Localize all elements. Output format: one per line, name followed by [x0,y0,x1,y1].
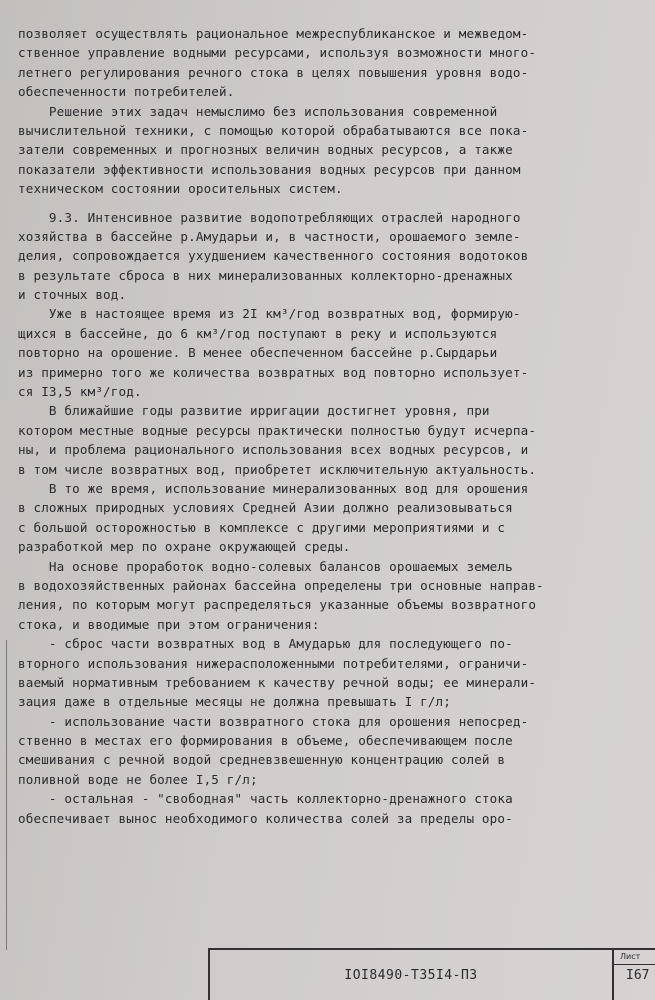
text-line: зация даже в отдельные месяцы не должна превышать I г/л; [18,694,451,710]
text-line: позволяет осуществлять рациональное межреспубликанское и межведом- [18,26,529,41]
text-line: показатели эффективности использования водных ресурсов при данном [18,161,521,177]
title-block-stamp [208,948,655,1000]
text-line: ваемый нормативным требованием к качеству речной воды; ее минерали- [18,674,537,690]
text-line: ственно в местах его формирования в объеме, обеспечивающем после [18,733,513,749]
text-line: с большой осторожностью в комплексе с другими мероприятиями и с [18,519,506,535]
text-line: В ближайшие годы развитие ирригации достигнет уровня, при [18,403,490,419]
text-line: - использование части возвратного стока для орошения непосред- [18,713,529,729]
text-line: в том числе возвратных вод, приобретет исключительную актуальность. [18,461,537,477]
text-line: - остальная - "свободная" часть коллекторно-дренажного стока [18,791,513,807]
text-line: 9.3. Интенсивное развитие водопотребляющих отраслей народного [18,209,521,225]
sheet-divider [614,964,655,965]
text-line: щихся в бассейне, до 6 км³/год поступают в реку и используются [18,325,498,341]
text-line: в сложных природных условиях Средней Азии должно реализовываться [18,500,513,516]
sheet-label: Лист [620,952,641,961]
text-line: техническом состоянии оросительных систем. [18,181,343,197]
text-line: ления, по которым могут распределяться указанные объемы возвратного [18,597,537,613]
document-code: IOI8490-Т35I4-ПЗ [344,967,478,983]
text-line: ся I3,5 км³/год. [18,384,142,400]
body-text [18,24,640,828]
text-line: в водохозяйственных районах бассейна определены три основные направ- [18,577,544,593]
text-line: - сброс части возвратных вод в Амударью для последующего по- [18,636,513,652]
text-line: обеспечивает вынос необходимого количества солей за пределы оро- [18,810,513,826]
text-line: В то же время, использование минерализованных вод для орошения [18,480,529,496]
text-line: смешивания с речной водой средневзвешенную концентрацию солей в [18,752,506,768]
text-line: поливной воде не более I,5 г/л; [18,771,258,787]
text-line: ны, и проблема рационального использования всех водных ресурсов, и [18,442,529,458]
text-line: затели современных и прогнозных величин водных ресурсов, а также [18,142,513,158]
text-line: ственное управление водными ресурсами, используя возможности много- [18,45,537,61]
sheet-number: I67 [626,968,650,983]
paragraph-gap [18,199,640,208]
text-line: котором местные водные ресурсы практически полностью будут исчерпа- [18,422,537,438]
text-line: вычислительной техники, с помощью которой обрабатываются все пока- [18,122,529,138]
text-line: повторно на орошение. В менее обеспеченном бассейне р.Сырдарьи [18,345,498,361]
text-line: Решение этих задач немыслимо без использования современной [18,103,498,119]
text-line: стока, и вводимые при этом ограничения: [18,616,320,632]
stamp-divider [612,950,614,1000]
frame-left-line [6,640,7,950]
text-line: вторного использования нижерасположенными потребителями, ограничи- [18,655,529,671]
text-line: из примерно того же количества возвратных вод повторно использует- [18,364,529,380]
text-line: обеспеченности потребителей. [18,84,235,100]
text-line: делия, сопровождается ухудшением качественного состояния водотоков [18,248,529,264]
text-line: летнего регулирования речного стока в целях повышения уровня водо- [18,64,529,80]
text-line: хозяйства в бассейне р.Амударьи и, в частности, орошаемого земле- [18,228,521,244]
text-line: На основе проработок водно-солевых балансов орошаемых земель [18,558,513,574]
text-line: в результате сброса в них минерализованных коллекторно-дренажных [18,267,513,283]
text-line: разработкой мер по охране окружающей среды. [18,539,351,555]
text-line: и сточных вод. [18,287,127,303]
text-line: Уже в настоящее время из 2I км³/год возвратных вод, формирую- [18,306,521,322]
